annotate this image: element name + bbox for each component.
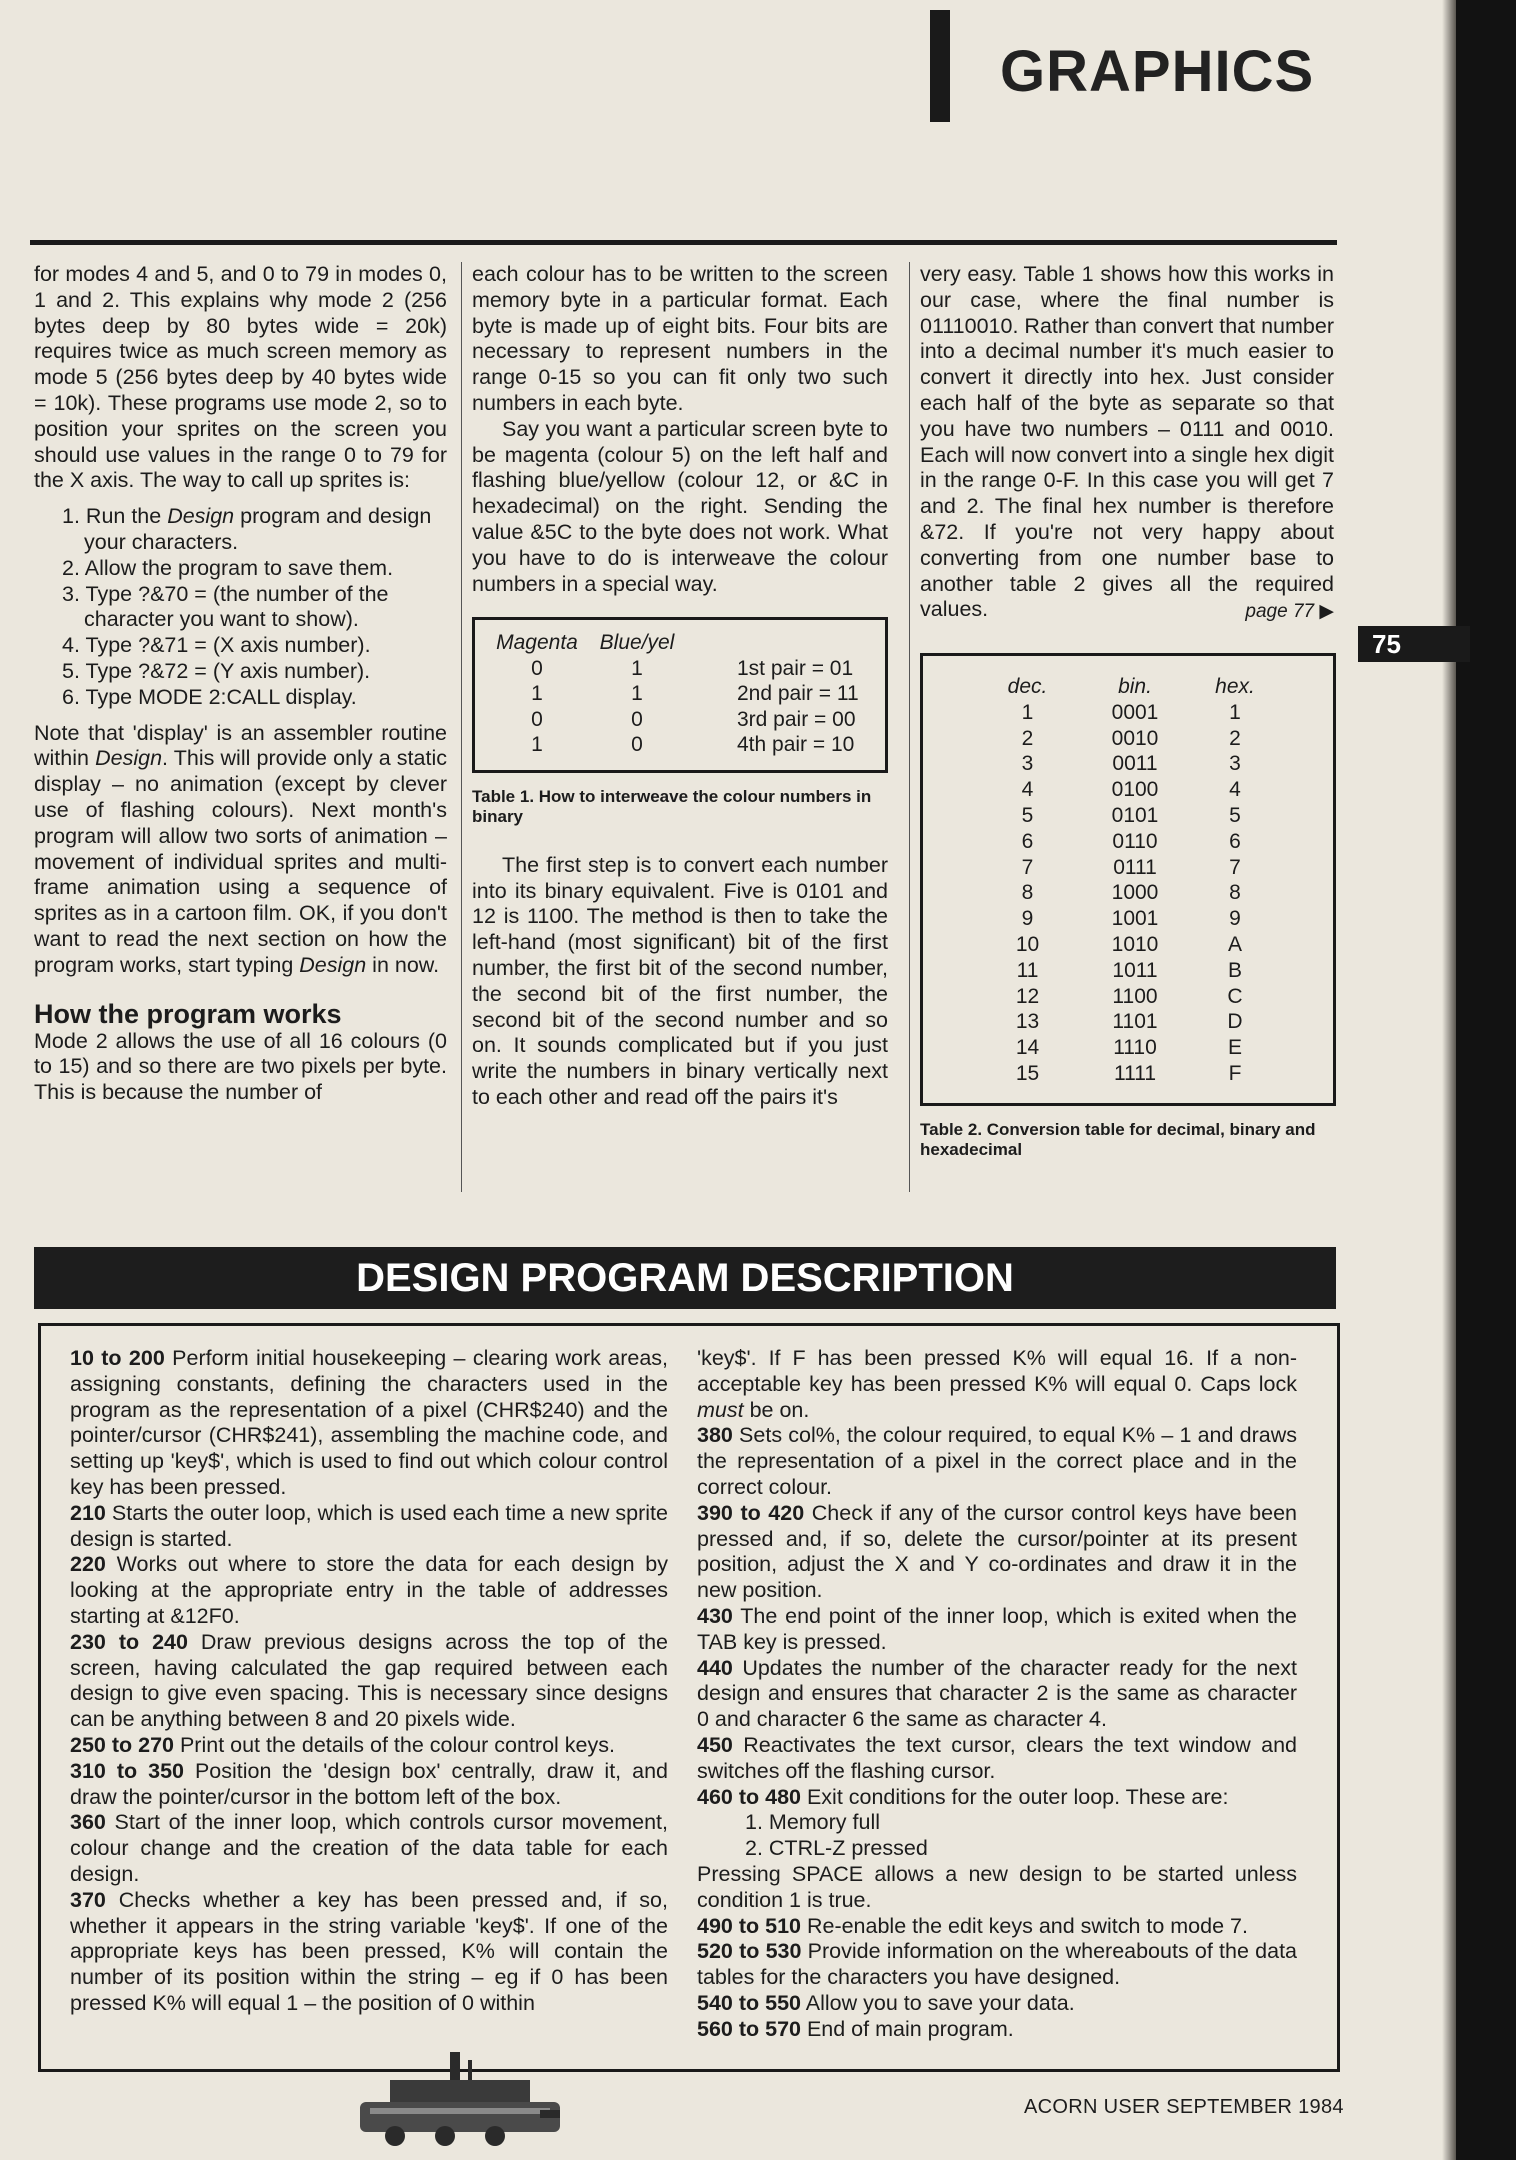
description-entry: 490 to 510 Re-enable the edit keys and switch to mode 7. [697, 1913, 1248, 1938]
description-left [70, 1346, 668, 2017]
column-2 [472, 262, 888, 1111]
page-reference: page 77 ▶ [1245, 601, 1334, 623]
table-row: 1 1 2nd pair = 11 [531, 682, 859, 706]
step-item: 4. Type ?&71 = (X axis number). [62, 633, 371, 658]
table-row: 8 1000 8 [1021, 881, 1241, 905]
table-row: 13 1101 D [1015, 1010, 1243, 1034]
paragraph: Mode 2 allows the use of all 16 colours (0 to 15) and so there are two pixels per byte. This is because the number of [34, 1028, 447, 1105]
steps-list [62, 504, 447, 710]
paragraph: Say you want a particular screen byte to be magenta (colour 5) on the left half and flashing blue/yellow (colour 12, or &C in hexadecimal) on the right. Sending the value &5C to the byte does not work. What you have to do is interweave the colour numbers in a special way. [472, 416, 888, 596]
description-entry: 460 to 480 Exit conditions for the outer loop. These are: [697, 1784, 1229, 1809]
description-entry: 'key$'. If F has been pressed K% will equal 16. If a non-acceptable key has been pressed K% will equal 0. Caps lock must be on. [697, 1346, 1297, 1422]
subheading: How the program works [34, 998, 342, 1029]
table-row: 14 1110 E [1015, 1036, 1242, 1060]
description-entry: 450 Reactivates the text cursor, clears the text window and switches off the flashing cursor. [697, 1732, 1297, 1783]
paragraph: The first step is to convert each number into its binary equivalent. Five is 0101 and 12 is 1100. The method is then to take the left-hand (most significant) bit of the first number, the first bit of the second number, the second bit of the first number, the second bit of the second number and so on. It sounds complicated but if you just write the numbers in binary vertically next to each other and read off the pairs it's [472, 852, 888, 1110]
table-row: 1 0 4th pair = 10 [531, 733, 855, 757]
footer-publication: ACORN USER SEPTEMBER 1984 [1024, 2096, 1344, 2118]
description-entry: 560 to 570 End of main program. [697, 2016, 1014, 2041]
table-row: 9 1001 9 [1021, 907, 1241, 931]
section-banner: DESIGN PROGRAM DESCRIPTION [34, 1247, 1336, 1309]
description-entry: 370 Checks whether a key has been pressed and, if so, whether it appears in the string variable 'key$'. If one of the appropriate keys has been pressed, K% will contain the number of its position within the string – eg if 0 has been pressed K% will equal 1 – the position of 0 within [70, 1887, 668, 2015]
paragraph: very easy. Table 1 shows how this works in our case, where the final number is 01110010. Rather than convert that number into a decimal number it's much easier to convert it directly into hex. Just consider each half of the byte as separate so that you have two numbers – 0111 and 0010. Each will now convert into a single hex digit in the range 0-F. In this case you will get 7 and 2. The final hex number is therefore &72. If you're not very happy about converting from one number base to another table 2 gives all the required values. [920, 262, 1334, 622]
step-item: 3. Type ?&70 = (the number of the character you want to show). [62, 581, 389, 632]
train-engine-icon [350, 2044, 570, 2154]
table-row: 3 0011 3 [1021, 752, 1241, 776]
description-entry: 430 The end point of the inner loop, which is exited when the TAB key is pressed. [697, 1603, 1297, 1654]
column-divider [909, 262, 910, 1192]
description-entry: 10 to 200 Perform initial housekeeping – clearing work areas, assigning constants, defining the characters used in the program as the representation of a pixel (CHR$240) and the pointer/cursor (CHR$241), assembling the machine code, and setting up 'key$', which is used to find out which colour control key has been pressed. [70, 1346, 669, 1499]
paragraph: for modes 4 and 5, and 0 to 79 in modes 0, 1 and 2. This explains why mode 2 (256 bytes deep by 80 bytes wide = 20k) requires twice as much screen memory as mode 5 (256 bytes deep by 40 bytes wide = 10k). These programs use mode 2, so to position your sprites on the screen you should use values in the range 0 to 79 for the X axis. The way to call up sprites is: [34, 262, 447, 493]
description-right [697, 1346, 1297, 2043]
description-entry: Pressing SPACE allows a new design to be started unless condition 1 is true. [697, 1861, 1297, 1912]
page-number: 75 [1358, 626, 1470, 662]
condition-item: 2. CTRL-Z pressed [745, 1836, 928, 1861]
section-title: GRAPHICS [1000, 39, 1315, 104]
description-entry: 380 Sets col%, the colour required, to equal K% – 1 and draws the representation of a pixel in the correct place and in the correct colour. [697, 1423, 1297, 1499]
paragraph: each colour has to be written to the screen memory byte in a particular format. Each byte is made up of eight bits. Four bits are necessary to represent numbers in the range 0-15 so you can fit only two such numbers in each byte. [472, 262, 888, 415]
table-row: 0 1 1st pair = 01 [531, 656, 854, 680]
column-divider [461, 262, 462, 1192]
table-row: 1 0001 1 [1021, 700, 1241, 724]
step-item: 5. Type ?&72 = (Y axis number). [62, 658, 371, 683]
column-1 [34, 262, 447, 1106]
description-entry: 540 to 550 Allow you to save your data. [697, 1990, 1075, 2015]
table-row: 15 1111 F [1015, 1061, 1242, 1085]
table-row: 10 1010 A [1015, 932, 1242, 956]
table-2 [920, 653, 1336, 1106]
table-row: 7 0111 7 [1021, 855, 1241, 879]
table-caption: Table 1. How to interweave the colour numbers in binary [472, 786, 872, 826]
page-edge [1456, 0, 1516, 2160]
description-entry: 440 Updates the number of the character ready for the next design and ensures that character 2 is the same as character 0 and character 6 the same as character 4. [697, 1655, 1297, 1732]
description-entry: 250 to 270 Print out the details of the colour control keys. [70, 1732, 615, 1757]
description-entry: 360 Start of the inner loop, which controls cursor movement, colour change and the creation of the data table for each design. [70, 1810, 668, 1886]
description-entry: 390 to 420 Check if any of the cursor control keys have been pressed and, if so, delete the cursor/pointer at its present position, adjust the X and Y co-ordinates and draw it in the new position. [697, 1500, 1297, 1603]
table-row: 6 0110 6 [1021, 829, 1241, 853]
table-row: 4 0100 4 [1021, 778, 1241, 802]
step-item: 6. Type MODE 2:CALL display. [62, 684, 357, 709]
header-bar [930, 10, 950, 122]
description-entry: 230 to 240 Draw previous designs across the top of the screen, having calculated the gap required between each design to give even spacing. This is necessary since designs can be anything between 8 and 20 pixels wide. [70, 1629, 668, 1732]
condition-item: 1. Memory full [745, 1810, 881, 1835]
table-row: 11 1011 B [1016, 958, 1242, 982]
table-header: Magenta Blue/yel [496, 631, 675, 655]
description-entry: 210 Starts the outer loop, which is used each time a new sprite design is started. [70, 1500, 668, 1551]
description-entry: 220 Works out where to store the data for each design by looking at the appropriate entry in the table of addresses starting at &12F0. [70, 1552, 668, 1628]
table-row: 2 0010 2 [1021, 726, 1241, 750]
table-row: 0 0 3rd pair = 00 [531, 707, 856, 731]
table-row: 12 1100 C [1015, 984, 1243, 1008]
description-entry: 520 to 530 Provide information on the whereabouts of the data tables for the characters you have designed. [697, 1939, 1297, 1990]
step-item: 2. Allow the program to save them. [62, 555, 394, 580]
page-edge-shadow [1442, 0, 1456, 2160]
description-entry: 310 to 350 Position the 'design box' centrally, draw it, and draw the pointer/cursor in the bottom left of the box. [70, 1758, 668, 1809]
triangle-right-icon: ▶ [1319, 601, 1334, 623]
step-item: 1. Run the Design program and design your characters. [62, 504, 432, 554]
table-1 [472, 617, 888, 773]
top-rule [30, 240, 1337, 245]
table-header: dec. bin. hex. [1007, 674, 1255, 698]
table-caption: Table 2. Conversion table for decimal, binary and hexadecimal [920, 1119, 1316, 1159]
table-row: 5 0101 5 [1021, 803, 1241, 827]
paragraph: Note that 'display' is an assembler routine within Design. This will provide only a static display – no animation (except by clever use of flashing colours). Next month's program will allow two sorts of animation – movement of individual sprites and multi-frame animation using a sequence of sprites as in a cartoon film. OK, if you don't want to read the next section on how the program works, start typing Design in now. [34, 720, 447, 977]
column-3 [920, 262, 1334, 1160]
